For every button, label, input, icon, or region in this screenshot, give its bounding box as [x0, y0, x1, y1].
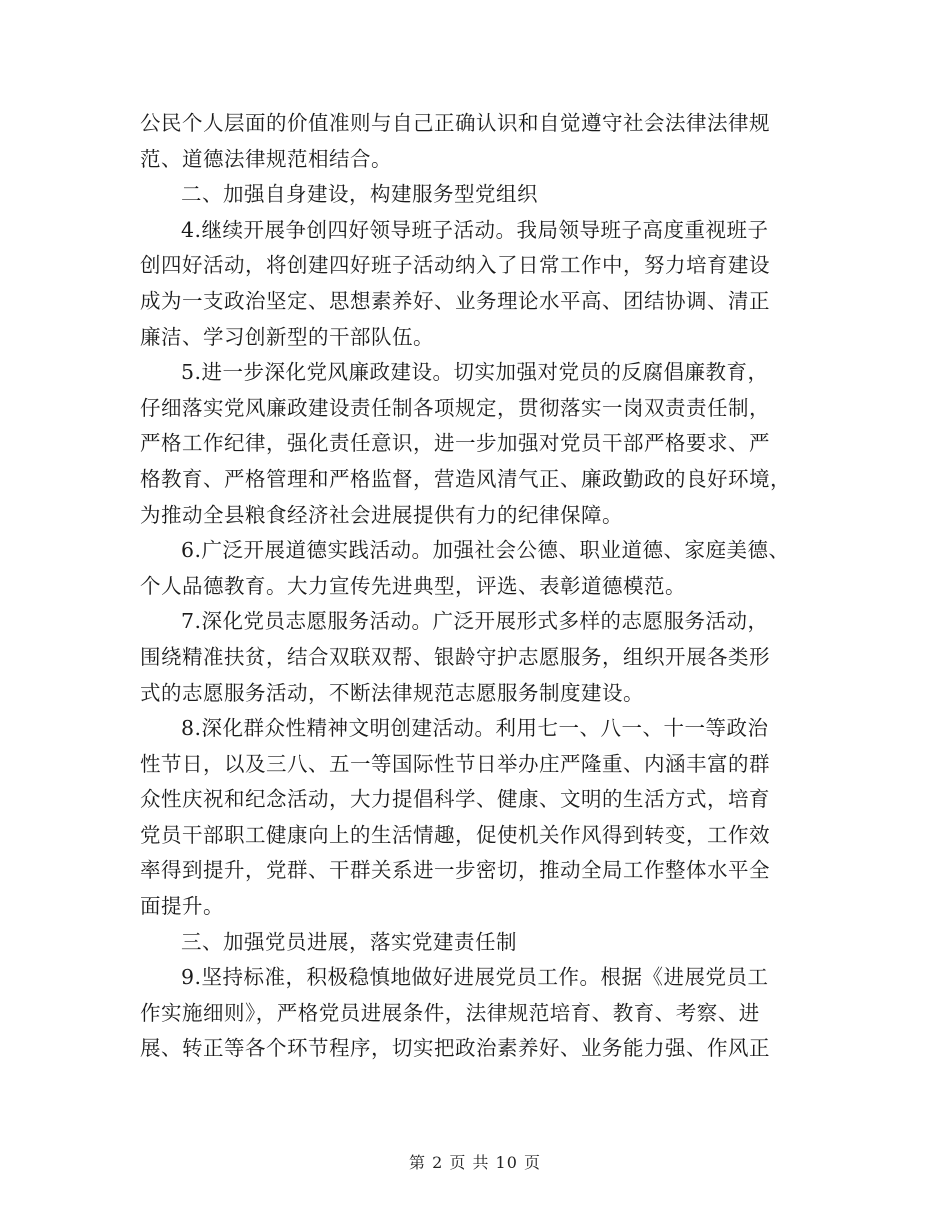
text-line: 范、道德法律规范相结合。	[140, 146, 392, 171]
text-line: 为推动全县粮食经济社会进展提供有力的纪律保障。	[140, 502, 623, 527]
text-line: 8.深化群众性精神文明创建活动。利用七一、八一、十一等政治	[181, 716, 769, 741]
text-line: 4.继续开展争创四好领导班子活动。我局领导班子高度重视班子	[181, 217, 769, 242]
section-heading: 二、加强自身建设，构建服务型党组织	[181, 182, 538, 207]
text-line: 党员干部职工健康向上的生活情趣，促使机关作风得到转变，工作效	[140, 822, 770, 847]
text-line: 作实施细则》，严格党员进展条件，法律规范培育、教育、考察、进	[140, 1000, 760, 1025]
text-line: 率得到提升，党群、干群关系进一步密切，推动全局工作整体水平全	[140, 858, 770, 883]
text-line: 围绕精准扶贫，结合双联双帮、银龄守护志愿服务，组织开展各类形	[140, 644, 770, 669]
text-line: 6.广泛开展道德实践活动。加强社会公德、职业道德、家庭美德、	[181, 538, 790, 563]
text-line: 个人品德教育。大力宣传先进典型，评选、表彰道德模范。	[140, 573, 686, 598]
text-line: 7.深化党员志愿服务活动。广泛开展形式多样的志愿服务活动，	[181, 609, 769, 634]
section-heading: 三、加强党员进展，落实党建责任制	[181, 929, 517, 954]
text-line: 性节日，以及三八、五一等国际性节日举办庄严隆重、内涵丰富的群	[140, 751, 770, 776]
text-line: 创四好活动，将创建四好班子活动纳入了日常工作中，努力培育建设	[140, 253, 770, 278]
text-line: 廉洁、学习创新型的干部队伍。	[140, 324, 434, 349]
text-line: 严格工作纪律，强化责任意识，进一步加强对党员干部严格要求、严	[140, 431, 770, 456]
document-body	[140, 106, 820, 1067]
text-line: 众性庆祝和纪念活动，大力提倡科学、健康、文明的生活方式，培育	[140, 787, 770, 812]
text-line: 面提升。	[140, 894, 224, 919]
text-line: 格教育、严格管理和严格监督，营造风清气正、廉政勤政的良好环境，	[140, 466, 791, 491]
text-line: 公民个人层面的价值准则与自己正确认识和自觉遵守社会法律法律规	[140, 111, 770, 135]
text-line: 5.进一步深化党风廉政建设。切实加强对党员的反腐倡廉教育，	[181, 360, 769, 385]
text-line: 式的志愿服务活动，不断法律规范志愿服务制度建设。	[140, 680, 644, 705]
text-line: 展、转正等各个环节程序，切实把政治素养好、业务能力强、作风正	[140, 1036, 770, 1061]
text-line: 成为一支政治坚定、思想素养好、业务理论水平高、团结协调、清正	[140, 288, 770, 313]
text-line: 仔细落实党风廉政建设责任制各项规定，贯彻落实一岗双责责任制，	[140, 395, 770, 420]
page-number-footer: 第 2 页 共 10 页	[409, 1153, 541, 1172]
text-line: 9.坚持标准，积极稳慎地做好进展党员工作。根据《进展党员工	[181, 965, 769, 990]
